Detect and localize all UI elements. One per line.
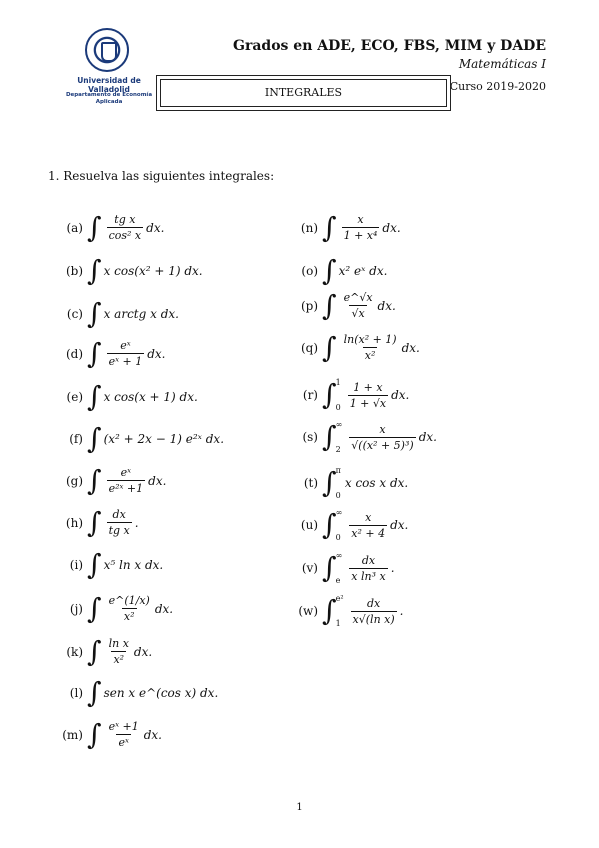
integral-sign-icon: ∫: [87, 422, 102, 455]
integral-sign-icon: ∫: [87, 336, 102, 370]
fraction-denominator: x²: [123, 610, 135, 623]
item-label: (d): [65, 346, 83, 361]
integrand-text: x² eˣ dx.: [338, 264, 388, 278]
integrand-text: dx.: [377, 298, 396, 313]
lower-limit: 0: [335, 533, 341, 542]
subject-name: Matemáticas I: [458, 57, 546, 71]
fraction-numerator: ln(x² + 1): [343, 333, 397, 346]
integral-item: [55, 505, 139, 539]
fraction-denominator: √x: [351, 307, 365, 320]
fraction-numerator: eˣ +1: [108, 720, 139, 733]
upper-limit: ∞: [335, 551, 343, 560]
item-label: (l): [69, 686, 83, 700]
fraction-numerator: ln x: [108, 637, 129, 650]
integral-item: [290, 210, 401, 244]
fraction: [349, 511, 387, 540]
topic-box-label: INTEGRALES: [160, 79, 447, 107]
integral-item: [55, 676, 219, 709]
item-label: (p): [300, 298, 318, 313]
fraction: [107, 637, 131, 666]
department-name: Departamento de Economía Aplicada: [65, 92, 153, 105]
fraction-numerator: x: [357, 213, 364, 226]
integral-item: [290, 551, 395, 585]
integral-sign-icon: ∫: [87, 380, 102, 413]
integral-item: [55, 591, 174, 625]
integral-limits: [336, 420, 343, 454]
integral-sign-icon: ∫: [322, 378, 337, 411]
fraction-denominator: cos² x: [108, 229, 142, 242]
integral-sign-icon: ∫: [322, 594, 337, 627]
integral-limits: [336, 466, 341, 500]
fraction-numerator: dx: [361, 553, 376, 567]
integrand-text: x cos x dx.: [344, 476, 409, 490]
fraction-numerator: e^(1/x): [108, 594, 150, 607]
integral-item: [290, 466, 408, 500]
upper-limit: 1: [335, 378, 341, 387]
fraction: [349, 423, 415, 452]
integrand-text: dx.: [391, 388, 410, 402]
integral-item: [290, 594, 403, 628]
integrand-text: x cos(x + 1) dx.: [103, 390, 198, 404]
integral-sign-icon: ∫: [322, 288, 337, 322]
integrand-text: dx.: [382, 220, 401, 235]
fraction-numerator: x: [365, 510, 372, 524]
integrand-text: dx.: [147, 346, 166, 361]
integral-sign-icon: ∫: [87, 676, 102, 709]
integral-sign-icon: ∫: [87, 210, 102, 244]
lower-limit: 2: [335, 445, 341, 454]
integrand-text: dx.: [133, 644, 153, 659]
integrand-text: dx.: [143, 727, 162, 742]
integrand-text: dx.: [146, 220, 165, 235]
integral-limits: [336, 551, 343, 585]
integral-limits: [336, 594, 344, 628]
fraction-numerator: eˣ: [120, 466, 132, 479]
integral-sign-icon: ∫: [87, 548, 102, 581]
fraction: [107, 594, 152, 623]
integral-item: [55, 254, 203, 287]
integral-sign-icon: ∫: [87, 254, 102, 287]
integral-item: [55, 463, 167, 497]
fraction-denominator: x² + 4: [351, 526, 386, 540]
integrand-text: .: [134, 515, 139, 530]
exercise-statement: 1. Resuelva las siguientes integrales:: [48, 169, 275, 183]
integral-item: [55, 336, 166, 370]
integrand-text: dx.: [401, 340, 420, 355]
item-label: (k): [66, 644, 83, 659]
fraction-denominator: 1 + x⁴: [343, 229, 378, 242]
integral-sign-icon: ∫: [322, 330, 337, 364]
integrand-text: x arctg x dx.: [103, 307, 179, 321]
integral-item: [290, 378, 409, 412]
item-label: (b): [65, 264, 83, 278]
fraction-denominator: 1 + √x: [349, 396, 387, 410]
integral-limits: [336, 378, 341, 412]
item-label: (g): [65, 473, 83, 488]
integral-sign-icon: ∫: [322, 210, 337, 244]
lower-limit: 1: [335, 619, 341, 628]
integral-item: [55, 634, 153, 668]
item-label: (m): [62, 727, 83, 742]
upper-limit: π: [335, 466, 341, 475]
fraction: [107, 466, 146, 495]
lower-limit: 0: [335, 403, 341, 412]
integral-limits: [336, 508, 343, 542]
integrand-text: dx.: [418, 430, 437, 444]
integral-sign-icon: ∫: [322, 508, 337, 541]
university-name: Universidad de Valladolid: [77, 76, 141, 94]
fraction-denominator: e²ˣ +1: [108, 482, 144, 495]
fraction: [342, 333, 399, 362]
integral-sign-icon: ∫: [322, 551, 337, 584]
fraction: [342, 291, 375, 320]
fraction-denominator: x²: [364, 349, 376, 362]
fraction-denominator: eˣ: [118, 736, 129, 749]
integral-item: [290, 254, 388, 287]
fraction-numerator: dx: [112, 508, 126, 521]
integrand-text: .: [399, 604, 404, 618]
item-label: (e): [66, 390, 83, 404]
fraction: [348, 381, 388, 410]
integrand-text: dx.: [148, 473, 167, 488]
item-label: (v): [301, 561, 318, 575]
integral-item: [290, 508, 408, 542]
integrand-text: .: [390, 561, 395, 575]
integral-item: [55, 210, 165, 244]
integral-item: [290, 288, 396, 322]
item-label: (h): [65, 515, 83, 530]
integrand-text: x⁵ ln x dx.: [103, 558, 164, 572]
fraction: [342, 213, 380, 242]
item-label: (t): [303, 476, 318, 490]
item-label: (i): [69, 558, 83, 572]
fraction-numerator: tg x: [114, 213, 136, 226]
page-number: 1: [296, 802, 303, 813]
integral-sign-icon: ∫: [87, 505, 102, 539]
lower-limit: e: [335, 576, 341, 585]
page-title: Grados en ADE, ECO, FBS, MIM y DADE: [233, 38, 546, 54]
fraction-denominator: √((x² + 5)³): [351, 438, 414, 452]
lower-limit: 0: [335, 491, 341, 500]
fraction-numerator: x: [379, 422, 386, 436]
fraction-denominator: x√(ln x): [352, 612, 395, 626]
integrand-text: x cos(x² + 1) dx.: [103, 264, 203, 278]
integral-item: [55, 297, 179, 330]
item-label: (u): [300, 518, 318, 532]
item-label: (o): [301, 264, 318, 278]
course-year: Curso 2019-2020: [449, 80, 546, 93]
item-label: (a): [66, 220, 83, 235]
integrand-text: (x² + 2x − 1) e²ˣ dx.: [103, 432, 225, 446]
fraction-denominator: eˣ + 1: [108, 355, 143, 368]
fraction-numerator: 1 + x: [353, 380, 383, 394]
university-seal-icon: [85, 28, 129, 72]
integral-sign-icon: ∫: [322, 254, 337, 287]
integral-sign-icon: ∫: [87, 591, 102, 625]
fraction: [349, 554, 387, 583]
integral-item: [55, 380, 198, 413]
item-label: (c): [66, 307, 83, 321]
integral-sign-icon: ∫: [87, 717, 102, 751]
integral-sign-icon: ∫: [87, 634, 102, 668]
fraction-denominator: tg x: [108, 524, 130, 537]
integrand-text: sen x e^(cos x) dx.: [103, 686, 219, 700]
integral-item: [55, 548, 164, 581]
upper-limit: ∞: [335, 420, 343, 429]
item-label: (f): [69, 432, 83, 446]
integral-sign-icon: ∫: [87, 297, 102, 330]
item-label: (q): [300, 340, 318, 355]
item-label: (w): [298, 604, 318, 618]
fraction: [351, 597, 397, 626]
fraction-denominator: x²: [113, 653, 125, 666]
upper-limit: ∞: [335, 508, 343, 517]
fraction-numerator: eˣ: [120, 339, 131, 352]
item-label: (s): [302, 430, 318, 444]
integral-item: [55, 717, 162, 751]
fraction: [107, 339, 145, 368]
integrand-text: dx.: [390, 518, 409, 532]
fraction: [107, 508, 132, 537]
integral-item: [290, 330, 420, 364]
fraction-denominator: x ln³ x: [351, 569, 386, 583]
item-label: (r): [302, 388, 318, 402]
fraction: [107, 213, 144, 242]
integral-sign-icon: ∫: [322, 466, 337, 499]
integrand-text: dx.: [154, 601, 174, 616]
upper-limit: e²: [335, 594, 344, 603]
item-label: (n): [300, 220, 318, 235]
integral-sign-icon: ∫: [322, 420, 337, 453]
fraction-numerator: e^√x: [343, 291, 373, 304]
fraction: [107, 720, 141, 749]
item-label: (j): [69, 601, 83, 616]
integral-sign-icon: ∫: [87, 463, 102, 497]
integral-item: [55, 422, 225, 455]
fraction-numerator: dx: [366, 596, 381, 610]
integral-item: [290, 420, 437, 454]
